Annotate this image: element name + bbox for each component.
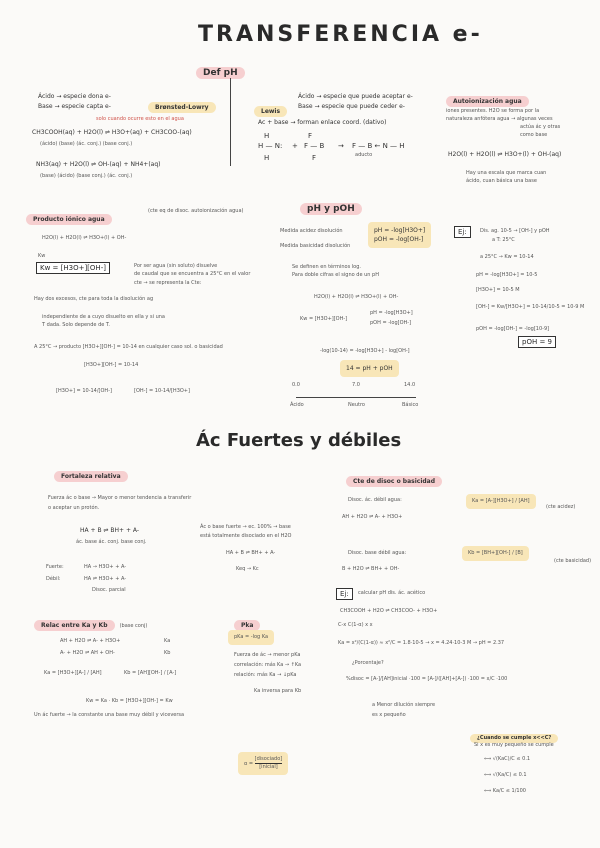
pka-text-3: relación: más Ka → ↓pKa (234, 672, 297, 678)
example2-row-4: %disoc = [A-]/[AH]inicial ·100 = [A-]/([AH]+[A-]) ·100 = x/C ·100 (346, 676, 508, 682)
fortaleza-text-1: Fuerza ác o base → Mayor o menor tendencia a transferir (48, 495, 192, 501)
bronsted-example-1-tags: (ácido) (base) (ác. conj.) (base conj.) (40, 141, 133, 147)
ka-tag: (cte acidez) (546, 504, 576, 510)
producto-desc-6: T dada. Solo depende de T. (42, 322, 110, 328)
relac-equation-2: A- + H2O ⇌ AH + OH- (60, 650, 115, 656)
producto-desc-3: cte → se representa la Cte: (134, 280, 202, 286)
cte-base-title: Disoc. base débil agua: (348, 550, 407, 556)
autoion-foot-1: Hay una escala que marca cuan (466, 170, 547, 176)
ph-scale-neutral: Neutro (348, 402, 365, 408)
lewis-adduct-diagram (256, 128, 436, 168)
debil-label: Débil: (46, 576, 61, 582)
example-temp: a T: 25°C (492, 237, 515, 243)
example-step-4: [OH-] = Kw/[H3O+] = 10-14/10-5 = 10-9 M (476, 304, 585, 310)
fortaleza-equation: HA + B ⇌ BH+ + A- (80, 527, 140, 534)
producto-result-1: [H3O+] = 10-14/[OH-] (56, 388, 112, 394)
divider-vertical (230, 78, 231, 166)
svg-text:H — N:: H — N: (258, 142, 283, 150)
autoion-equation: H2O(l) + H2O(l) ⇌ H3O+(l) + OH-(aq) (448, 151, 562, 158)
lewis-acid: Ácido → especie que puede aceptar e- (298, 93, 413, 100)
autoion-text-2: naturaleza anfótera agua → algunas veces (446, 116, 553, 122)
lewis-adduct-label: aducto (355, 152, 373, 158)
bronsted-example-2-tags: (base) (ácido) (base conj.) (ác. conj.) (40, 173, 133, 179)
ph-scale-basic: Básico (402, 402, 419, 408)
example-step-3: [H3O+] = 10-5 M (476, 287, 520, 293)
relac-equation-1: AH + H2O ⇌ A- + H3O+ (60, 638, 121, 644)
producto-equation: H2O(l) + H2O(l) ⇌ H3O+(l) + OH- (42, 235, 127, 241)
autoion-text-3: actúa ác y otras (520, 124, 561, 130)
def-ph-heading: Def pH (196, 60, 245, 79)
example2-row-2: Ka = x²/(C(1-α)) ≈ x²/C = 1.8·10-5 → x = 4.24·10-3 M → pH = 2.37 (338, 640, 505, 646)
fortaleza-heading: Fortaleza relativa (54, 463, 128, 482)
example-text: Dis. ag. 10-5 → [OH-] y pOH (480, 228, 550, 234)
ph-scale-axis (296, 397, 416, 398)
alpha-box: α = [disociado] [inicial] (238, 752, 288, 775)
relac-kw: Kw = Ka · Kb = [H3O+][OH-] = Kw (86, 698, 173, 704)
cte-base-equation: B + H2O ⇌ BH+ + OH- (342, 566, 400, 572)
ph-scale-14: 14.0 (404, 382, 416, 388)
fortaleza-note-2: está totalmente disociado en el H2O (200, 533, 292, 539)
bronsted-base: Base → especie capta e- (38, 103, 111, 110)
example2-row-6: es x pequeño (372, 712, 406, 718)
poh-line: pOH = -log[OH-] (370, 320, 412, 326)
page-title: TRANSFERENCIA e- (198, 22, 483, 47)
producto-result-2: [OH-] = 10-14/[H3O+] (134, 388, 190, 394)
producto-note: (cte eq de disoc. autoionización agua) (148, 208, 244, 214)
fortaleza-keq: Keq → Kc (236, 566, 259, 572)
producto-desc-2: de caudal que se encuentra a 25°C en el valor (134, 271, 251, 277)
pka-def-box: pKa = -log Ka (228, 630, 274, 645)
pka-text-2: correlación: más Ka → ↑Ka (234, 662, 302, 668)
relac-equation-1-k: Ka (164, 638, 171, 644)
lewis-label: Lewis (254, 98, 287, 117)
svg-text:F: F (308, 132, 313, 140)
kb-tag: (cte basicidad) (554, 558, 592, 564)
cuando-heading: ¿Cuando se cumple x<<C? (470, 724, 558, 743)
producto-fraction: [H3O+][OH-] = 10-14 (84, 362, 139, 368)
example-result: pOH = 9 (518, 336, 556, 348)
ph-acidity: Medida acidez disolución (280, 228, 343, 234)
example2-label: Ej: (336, 588, 353, 600)
autoion-heading: Autoionización agua (446, 88, 529, 107)
example-label: Ej: (454, 226, 471, 238)
fortaleza-text-2: o aceptar un protón. (48, 505, 100, 511)
ph-definitions-box: pH = -log[H3O+] pOH = -log[OH-] (368, 222, 431, 248)
cuando-formula-2: ⟺ √(Ka/C) ≤ 0.1 (484, 772, 527, 778)
ph-note-1: Se definen en términos log. (292, 264, 361, 270)
fuerte-label: Fuerte: (46, 564, 64, 570)
ph-poh-heading: pH y pOH (300, 196, 362, 215)
producto-desc-5: independiente de a cuyo disuelto en ella y si una (42, 314, 165, 320)
svg-text:F: F (312, 154, 317, 162)
relac-ka: Ka = [H3O+][A-] / [AH] (44, 670, 102, 676)
ph-kw: Kw = [H3O+][OH-] (300, 316, 348, 322)
fortaleza-tags: ác. base ác. conj. base conj. (76, 539, 147, 545)
svg-text:F — B: F — B (304, 142, 325, 150)
fuertes-heading: Ác Fuertes y débiles (196, 430, 402, 451)
bronsted-example-1: CH3COOH(aq) + H2O(l) ⇌ H3O+(aq) + CH3COO-(aq) (32, 129, 192, 136)
example2-equation: CH3COOH + H2O ⇌ CH3COO- + H3O+ (340, 608, 438, 614)
example2-text: calcular pH dis. ác. acético (358, 590, 426, 596)
cuando-formula-3: ⟺ Ka/C ≤ 1/100 (484, 788, 526, 794)
example2-row-3: ¿Porcentaje? (352, 660, 384, 666)
autoion-foot-2: ácido, cuan básica una base (466, 178, 537, 184)
cte-disoc-heading: Cte de disoc o basicidad (346, 468, 442, 487)
ph-note-2: Para doble cifras el signo de un pH (292, 272, 379, 278)
fuerte-equation: HA → H3O+ + A- (84, 564, 127, 570)
svg-text:F — B ← N — H: F — B ← N — H (352, 142, 405, 150)
ph-line: pH = -log[H3O+] (370, 310, 413, 316)
svg-text:H: H (264, 154, 270, 162)
fortaleza-note-1: Ác o base fuerte → ec. 100% → base (200, 524, 291, 530)
autoion-text-1: iones presentes. H2O se forma por la (446, 108, 540, 114)
kb-box: Kb = [BH+][OH-] / [B] (462, 546, 529, 561)
relac-heading: Relac entre Ka y Kb (base conj) (34, 612, 147, 631)
example-step-2: pH = -log[H3O+] = 10-5 (476, 272, 538, 278)
producto-desc-4: Hay dos excesos, cte para toda la disolución ag (34, 296, 154, 302)
producto-desc-1: Por ser agua (sin soluto) disuelve (134, 263, 218, 269)
svg-text:+: + (292, 142, 298, 150)
bronsted-acid: Ácido → especie dona e- (38, 93, 111, 100)
autoion-text-4: como base (520, 132, 548, 138)
producto-kw-label: Kw (38, 253, 46, 259)
relac-kb: Kb = [AH][OH-] / [A-] (124, 670, 177, 676)
fortaleza-equation-2: HA + B ⇌ BH+ + A- (226, 550, 276, 556)
example2-row-1: C-x C(1-α) x x (338, 622, 373, 628)
ph-log-line: -log(10-14) = -log[H3O+] - log[OH-] (320, 348, 410, 354)
lewis-example: Ac + base → forman enlace coord. (dativo) (258, 119, 387, 126)
debil-sub: Disoc. parcial (92, 587, 126, 593)
ph-equation: H2O(l) + H2O(l) ⇌ H3O+(l) + OH- (314, 294, 399, 300)
ph-scale-0: 0.0 (292, 382, 300, 388)
example-step-1: a 25°C → Kw = 10-14 (480, 254, 534, 260)
lewis-base: Base → especie que puede ceder e- (298, 103, 405, 110)
ph-scale-acid: Ácido (290, 402, 304, 408)
bronsted-example-2: NH3(aq) + H2O(l) ⇌ OH-(aq) + NH4+(aq) (36, 161, 161, 168)
ka-box: Ka = [A-][H3O+] / [AH] (466, 494, 536, 509)
cuando-text: Si x es muy pequeño se cumple (474, 742, 554, 748)
producto-t25: A 25°C → producto [H3O+][OH-] = 10-14 en cualquier caso sol. o basicidad (34, 344, 223, 350)
pka-text-1: Fuerza de ác → menor pKa (234, 652, 301, 658)
example2-row-5: a Menor dilución siempre (372, 702, 436, 708)
bronsted-note: solo cuando ocurre esto en el agua (96, 116, 184, 122)
pka-note: Ka inversa para Kb (254, 688, 302, 694)
ph-sum-box: 14 = pH + pOH (340, 360, 399, 377)
producto-kw-box: Kw = [H3O+][OH-] (36, 262, 110, 274)
example-step-5: pOH = -log[OH-] = -log[10-9] (476, 326, 550, 332)
ph-scale-7: 7.0 (352, 382, 360, 388)
pka-heading: Pka (234, 612, 260, 631)
svg-text:→: → (338, 142, 344, 150)
relac-equation-2-k: Kb (164, 650, 171, 656)
debil-equation: HA ⇌ H3O+ + A- (84, 576, 127, 582)
bronsted-label: Brønsted-Lowry (148, 94, 216, 113)
ph-basicity: Medida basicidad disolución (280, 243, 351, 249)
cte-acid-title: Disoc. ác. débil agua: (348, 497, 402, 503)
svg-text:H: H (264, 132, 270, 140)
cte-acid-equation: AH + H2O ⇌ A- + H3O+ (342, 514, 403, 520)
cuando-formula-1: ⟺ √(KaC)/C ≤ 0.1 (484, 756, 531, 762)
relac-foot: Un ác fuerte → la constante una base muy débil y viceversa (34, 712, 185, 718)
producto-heading: Producto iónico agua (26, 206, 112, 225)
